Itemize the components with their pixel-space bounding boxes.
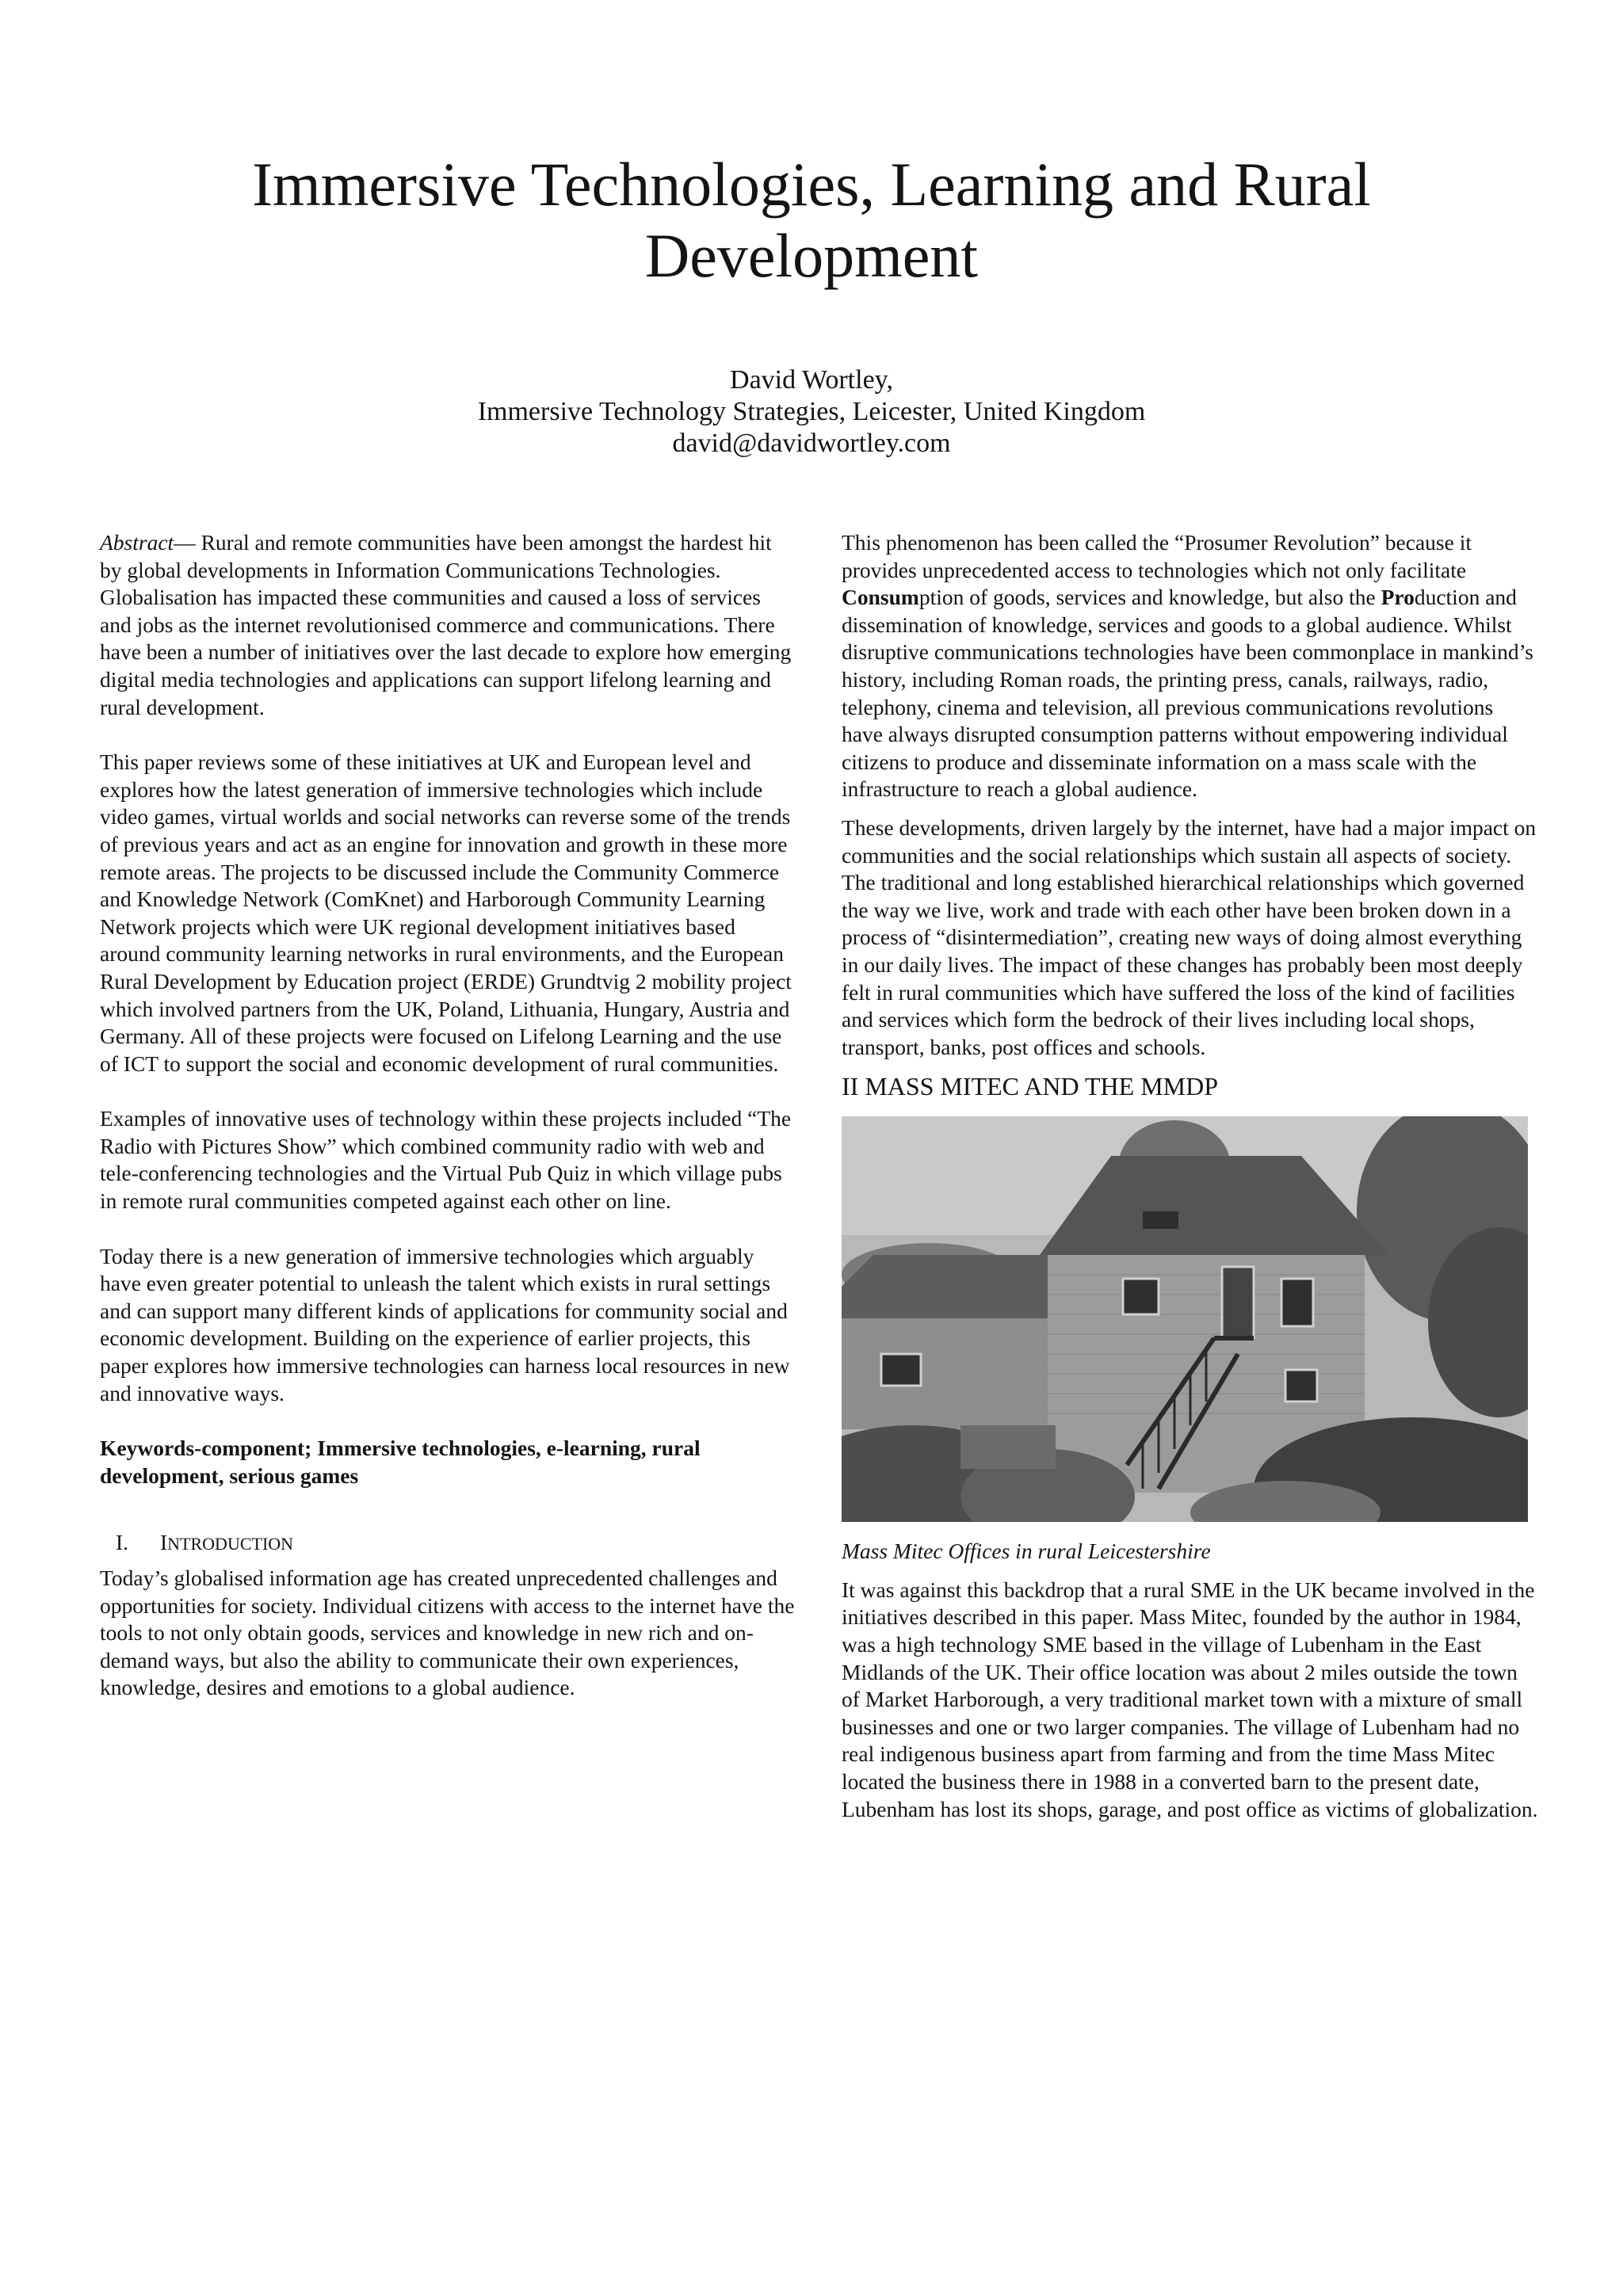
author-block <box>238 364 1385 460</box>
author-email: david@davidwortley.com <box>672 429 951 458</box>
abstract-label: Abstract <box>100 530 174 555</box>
emphasis-pro: Pro <box>1381 585 1415 610</box>
section-heading-introduction <box>100 1529 797 1558</box>
section-number: I. <box>116 1530 129 1555</box>
body-paragraph-1 <box>842 529 1539 803</box>
abstract-dash: — <box>174 530 196 555</box>
section-heading-mass-mitec: II MASS MITEC AND THE MMDP <box>842 1072 1219 1101</box>
left-column <box>100 529 797 1702</box>
abstract-paragraph-3: Examples of innovative uses of technology within these projects included “The Radio with Pictures Show” which combined community radio with web and tele-conferencing technologies and the Virtual Pub Quiz in which village pubs in remote rural communities competed against each other on line. <box>100 1106 792 1214</box>
introduction-paragraph-1: Today’s globalised information age has created unprecedented challenges and opportunities for society. Individual citizens with access to the internet have the tools to not only obtain goods, services and knowledge in new rich and on-demand ways, but also the ability to communicate their own experiences, knowledge, desires and emotions to a global audience. <box>100 1566 795 1700</box>
body-paragraph-3: It was against this backdrop that a rural SME in the UK became involved in the initiatives described in this paper. Mass Mitec, founded by the author in 1984, was a high technology SME based in the village of Lubenham in the East Midlands of the UK. Their office location was about 2 miles outside the town of Market Harborough, a very traditional market town with a mixture of small businesses and one or two larger companies. The village of Lubenham had no real indigenous business apart from farming and from the time Mass Mitec located the business there in 1988 in a converted barn to the present date, Lubenham has lost its shops, garage, and post office as victims of globalization. <box>842 1577 1538 1821</box>
body-text: duction and dissemination of knowledge, services and goods to a global audience. Whilst disruptive communications technologies have been commonplace in mankind’s history, including Roman roads, the printing press, canals, railways, radio, telephony, cinema and television, all previous communications revolutions have always disrupted consumption patterns without empowering individual citizens to produce and disseminate information on a mass scale with the infrastructure to reach a global audience. <box>842 585 1533 802</box>
abstract-paragraph-2: This paper reviews some of these initiatives at UK and European level and explores how the latest generation of immersive technologies which include video games, virtual worlds and social networks can reverse some of the trends of previous years and act as an engine for innovation and growth in these more remote areas. The projects to be discussed include the Community Commerce and Knowledge Network (ComKnet) and Harborough Community Learning Network projects which were UK regional development initiatives based around community learning networks in rural environments, and the European Rural Development by Education project (ERDE) Grundtvig 2 mobility project which involved partners from the UK, Poland, Lithuania, Hungary, Austria and Germany. All of these projects were focused on Lifelong Learning and the use of ICT to support the social and economic development of rural communities. <box>100 749 792 1076</box>
body-text: This phenomenon has been called the “Prosumer Revolution” because it provides unprecedented access to technologies which not only facilitate <box>842 530 1472 582</box>
abstract-text-1: Rural and remote communities have been amongst the hardest hit by global developments in Information Communications Technologies. Globalisation has impacted these communities and caused a loss of services and jobs as the internet revolutionised commerce and communications. There have been a number of initiatives over the last decade to explore how emerging digital media technologies and applications can support lifelong learning and rural development. <box>100 530 792 719</box>
author-affiliation: Immersive Technology Strategies, Leicester, United Kingdom <box>477 397 1146 426</box>
body-text: ption of goods, services and knowledge, but also the <box>918 585 1381 610</box>
figure-caption: Mass Mitec Offices in rural Leicestershire <box>842 1539 1211 1564</box>
right-column <box>842 529 1539 1823</box>
abstract-paragraph-1 <box>100 529 797 721</box>
abstract-paragraph-4: Today there is a new generation of immersive technologies which arguably have even greater potential to unleash the talent which exists in rural settings and can support many different kinds of applications for community social and economic development. Building on the experience of earlier projects, this paper explores how immersive technologies can harness local resources in new and innovative ways. <box>100 1243 790 1405</box>
section-heading-initial: I <box>160 1530 168 1555</box>
keywords: Keywords-component; Immersive technologies, e-learning, rural development, serious games <box>100 1436 701 1488</box>
body-paragraph-2: These developments, driven largely by the internet, have had a major impact on communities and the social relationships which sustain all aspects of society. The traditional and long established hierarchical relationships which governed the way we live, work and trade with each other have been broken down in a process of “disintermediation”, creating new ways of doing almost everything in our daily lives. The impact of these changes has probably been most deeply felt in rural communities which have suffered the loss of the kind of facilities and services which form the bedrock of their lives including local shops, transport, banks, post offices and schools. <box>842 814 1537 1059</box>
barn-office-photo <box>842 1116 1528 1522</box>
author-name: David Wortley, <box>730 365 893 395</box>
emphasis-consum: Consum <box>842 585 919 610</box>
paper-title: Immersive Technologies, Learning and Rural Development <box>252 150 1371 290</box>
section-heading-rest: NTRODUCTION <box>167 1534 294 1554</box>
